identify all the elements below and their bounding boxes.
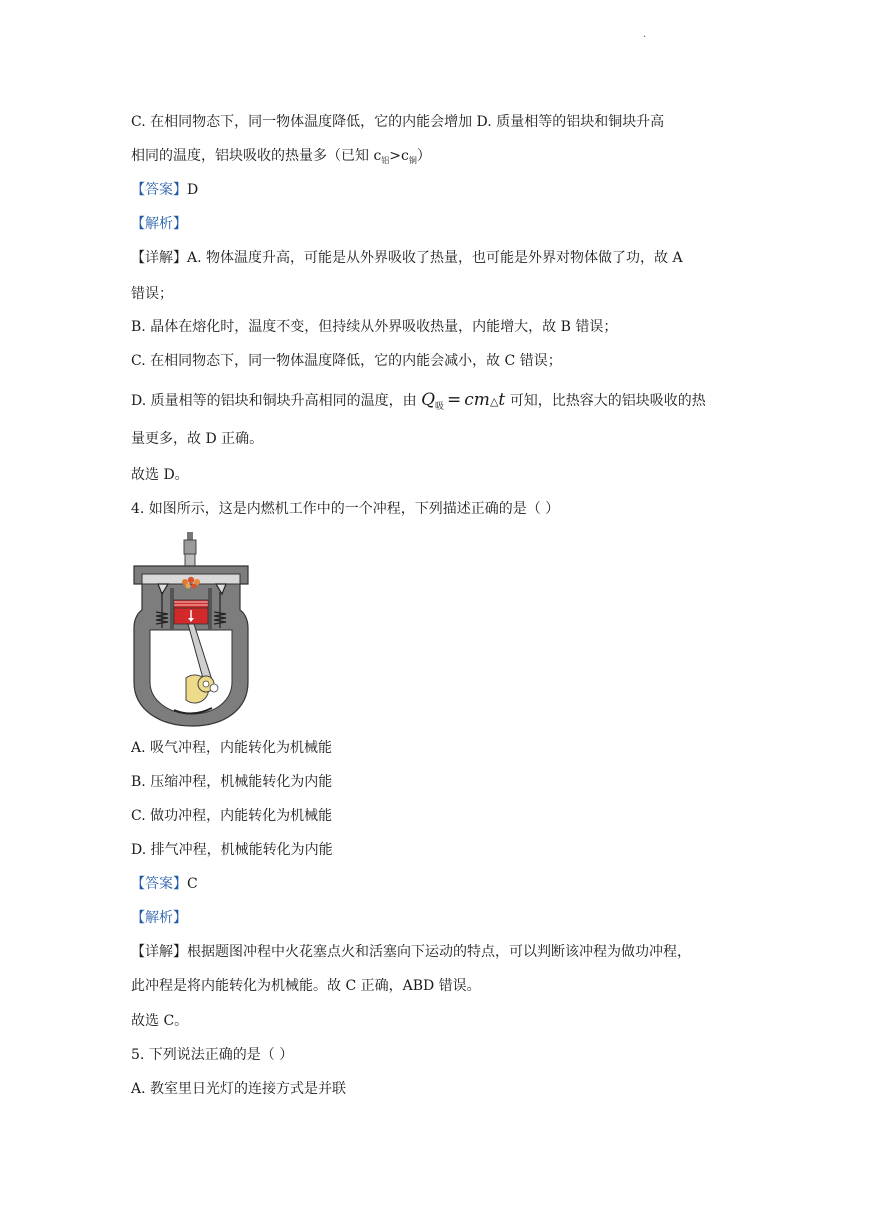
close-paren: ） <box>416 148 431 164</box>
detail-d-pre: D. 质量相等的铝块和铜块升高相同的温度，由 <box>131 393 417 409</box>
engine-diagram <box>128 532 255 728</box>
piston <box>174 600 208 624</box>
q3-conclusion: 故选 D。 <box>131 467 189 483</box>
formula-eq: = <box>447 390 462 410</box>
formula-delta: △ <box>489 395 499 408</box>
q3-answer-line <box>131 181 198 199</box>
q3-detail-a-cont: 错误； <box>131 286 173 302</box>
heat-formula <box>421 390 505 410</box>
formula-sub: 吸 <box>435 402 445 412</box>
q5-option-a: A. 教室里日光灯的连接方式是并联 <box>131 1081 347 1097</box>
formula-q: Q <box>421 390 436 410</box>
q3-detail-c: C. 在相同物态下，同一物体温度降低，它的内能会减小，故 C 错误； <box>131 353 562 369</box>
detail-d-post: 可知，比热容大的铝块吸收的热 <box>509 393 706 409</box>
q4-answer: C <box>187 876 198 892</box>
q4-option-d: D. 排气冲程，机械能转化为内能 <box>131 842 333 858</box>
q4-question: 4. 如图所示，这是内燃机工作中的一个冲程，下列描述正确的是（ ） <box>131 501 560 517</box>
q3-option-d-cont <box>131 147 431 170</box>
q4-detail-2: 此冲程是将内能转化为机械能。故 C 正确，ABD 错误。 <box>131 978 481 994</box>
sub-cu: 铜 <box>408 156 417 165</box>
formula-t: t <box>498 390 506 410</box>
formula-cm: cm <box>464 390 490 410</box>
page-mark: · <box>643 32 647 43</box>
detail-a-text: A. 物体温度升高，可能是从外界吸收了热量，也可能是外界对物体做了功，故 A <box>187 250 683 266</box>
q4-option-a: A. 吸气冲程，内能转化为机械能 <box>131 740 333 756</box>
q3-detail-a <box>131 249 683 267</box>
q3-options-cd: C. 在相同物态下，同一物体温度降低，它的内能会增加 D. 质量相等的铝块和铜块升高 <box>131 114 665 130</box>
q4-option-b: B. 压缩冲程，机械能转化为内能 <box>131 774 333 790</box>
detail-1-text: 根据题图冲程中火花塞点火和活塞向下运动的特点，可以判断该冲程为做功冲程， <box>187 944 691 960</box>
q3-answer: D <box>187 182 199 198</box>
detail-tag: 【详解】 <box>131 250 187 266</box>
q4-option-c: C. 做功冲程，内能转化为机械能 <box>131 808 333 824</box>
q4-answer-line <box>131 875 198 893</box>
q3-detail-b: B. 晶体在熔化时，温度不变，但持续从外界吸收热量，内能增大，故 B 错误； <box>131 319 618 335</box>
q4-detail-1 <box>131 943 691 961</box>
q5-question: 5. 下列说法正确的是（ ） <box>131 1047 294 1063</box>
spark-plug <box>184 532 196 568</box>
gt-c: >c <box>389 148 409 164</box>
answer-tag: 【答案】 <box>131 876 187 892</box>
q4-conclusion: 故选 C。 <box>131 1013 189 1029</box>
q3-analysis-tag: 【解析】 <box>131 216 187 232</box>
q4-analysis-tag: 【解析】 <box>131 910 187 926</box>
sub-al: 铝 <box>381 156 390 165</box>
detail-tag: 【详解】 <box>131 944 187 960</box>
q3-detail-d-cont: 量更多，故 D 正确。 <box>131 431 264 447</box>
answer-tag: 【答案】 <box>131 182 187 198</box>
q3-option-d-text: 相同的温度，铝块吸收的热量多（已知 c <box>131 148 382 164</box>
q3-detail-d <box>131 391 706 416</box>
